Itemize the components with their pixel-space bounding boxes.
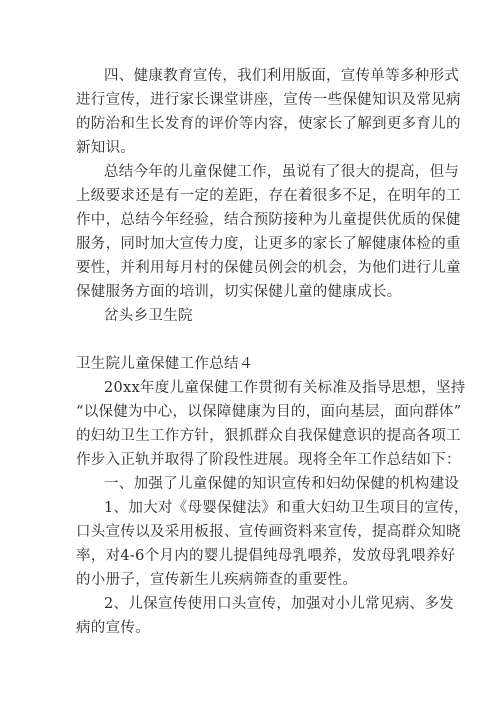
paragraph-line: 进行宣传，进行家长课堂讲座，宣传一些保健知识及常见病 bbox=[76, 92, 461, 108]
paragraph-line: 口头宣传以及采用板报、宣传画资料来宣传，提高群众知晓 bbox=[76, 524, 461, 540]
paragraph-line: 四、健康教育宣传，我们利用版面，宣传单等多种形式 bbox=[104, 68, 460, 84]
paragraph-line: 病的宣传。 bbox=[76, 620, 150, 636]
paragraph-line: 作步入正轨并取得了阶段性进展。现将全年工作总结如下： bbox=[76, 452, 461, 468]
paragraph-line: 的防治和生长发育的评价等内容，使家长了解到更多育儿的 bbox=[76, 116, 461, 132]
paragraph-line: 率，对4-6个月内的婴儿提倡纯母乳喂养，发放母乳喂养好 bbox=[76, 548, 456, 564]
paragraph-line: 服务，同时加大宣传力度，让更多的家长了解健康体检的重 bbox=[76, 236, 461, 252]
paragraph-line: 要性，并利用每月村的保健员例会的机会，为他们进行儿童 bbox=[76, 260, 461, 276]
signature-line: 岔头乡卫生院 bbox=[104, 308, 193, 324]
paragraph-line: 新知识。 bbox=[76, 140, 136, 156]
paragraph-line: 总结今年的儿童保健工作，虽说有了很大的提高，但与 bbox=[104, 164, 460, 180]
paragraph-line: 20xx年度儿童保健工作贯彻有关标准及指导思想，坚持 bbox=[104, 380, 466, 396]
section-heading: 卫生院儿童保健工作总结４ bbox=[76, 356, 254, 372]
paragraph-line: 2、儿保宣传使用口头宣传，加强对小儿常见病、多发 bbox=[104, 596, 454, 612]
paragraph-line: 的小册子，宣传新生儿疾病筛查的重要性。 bbox=[76, 572, 358, 588]
paragraph-line: 1、加大对《母婴保健法》和重大妇幼卫生项目的宣传， bbox=[104, 500, 469, 516]
paragraph-line: “以保健为中心，以保障健康为目的，面向基层，面向群体” bbox=[76, 404, 462, 420]
paragraph-line: 的妇幼卫生工作方针，狠抓群众自我保健意识的提高各项工 bbox=[76, 428, 461, 444]
paragraph-line: 作中，总结今年经验，结合预防接种为儿童提供优质的保健 bbox=[76, 212, 461, 228]
paragraph-line: 上级要求还是有一定的差距，存在着很多不足，在明年的工 bbox=[76, 188, 461, 204]
paragraph-line: 一、加强了儿童保健的知识宣传和妇幼保健的机构建设 bbox=[104, 476, 460, 492]
paragraph-line: 保健服务方面的培训，切实保健儿童的健康成长。 bbox=[76, 284, 402, 300]
